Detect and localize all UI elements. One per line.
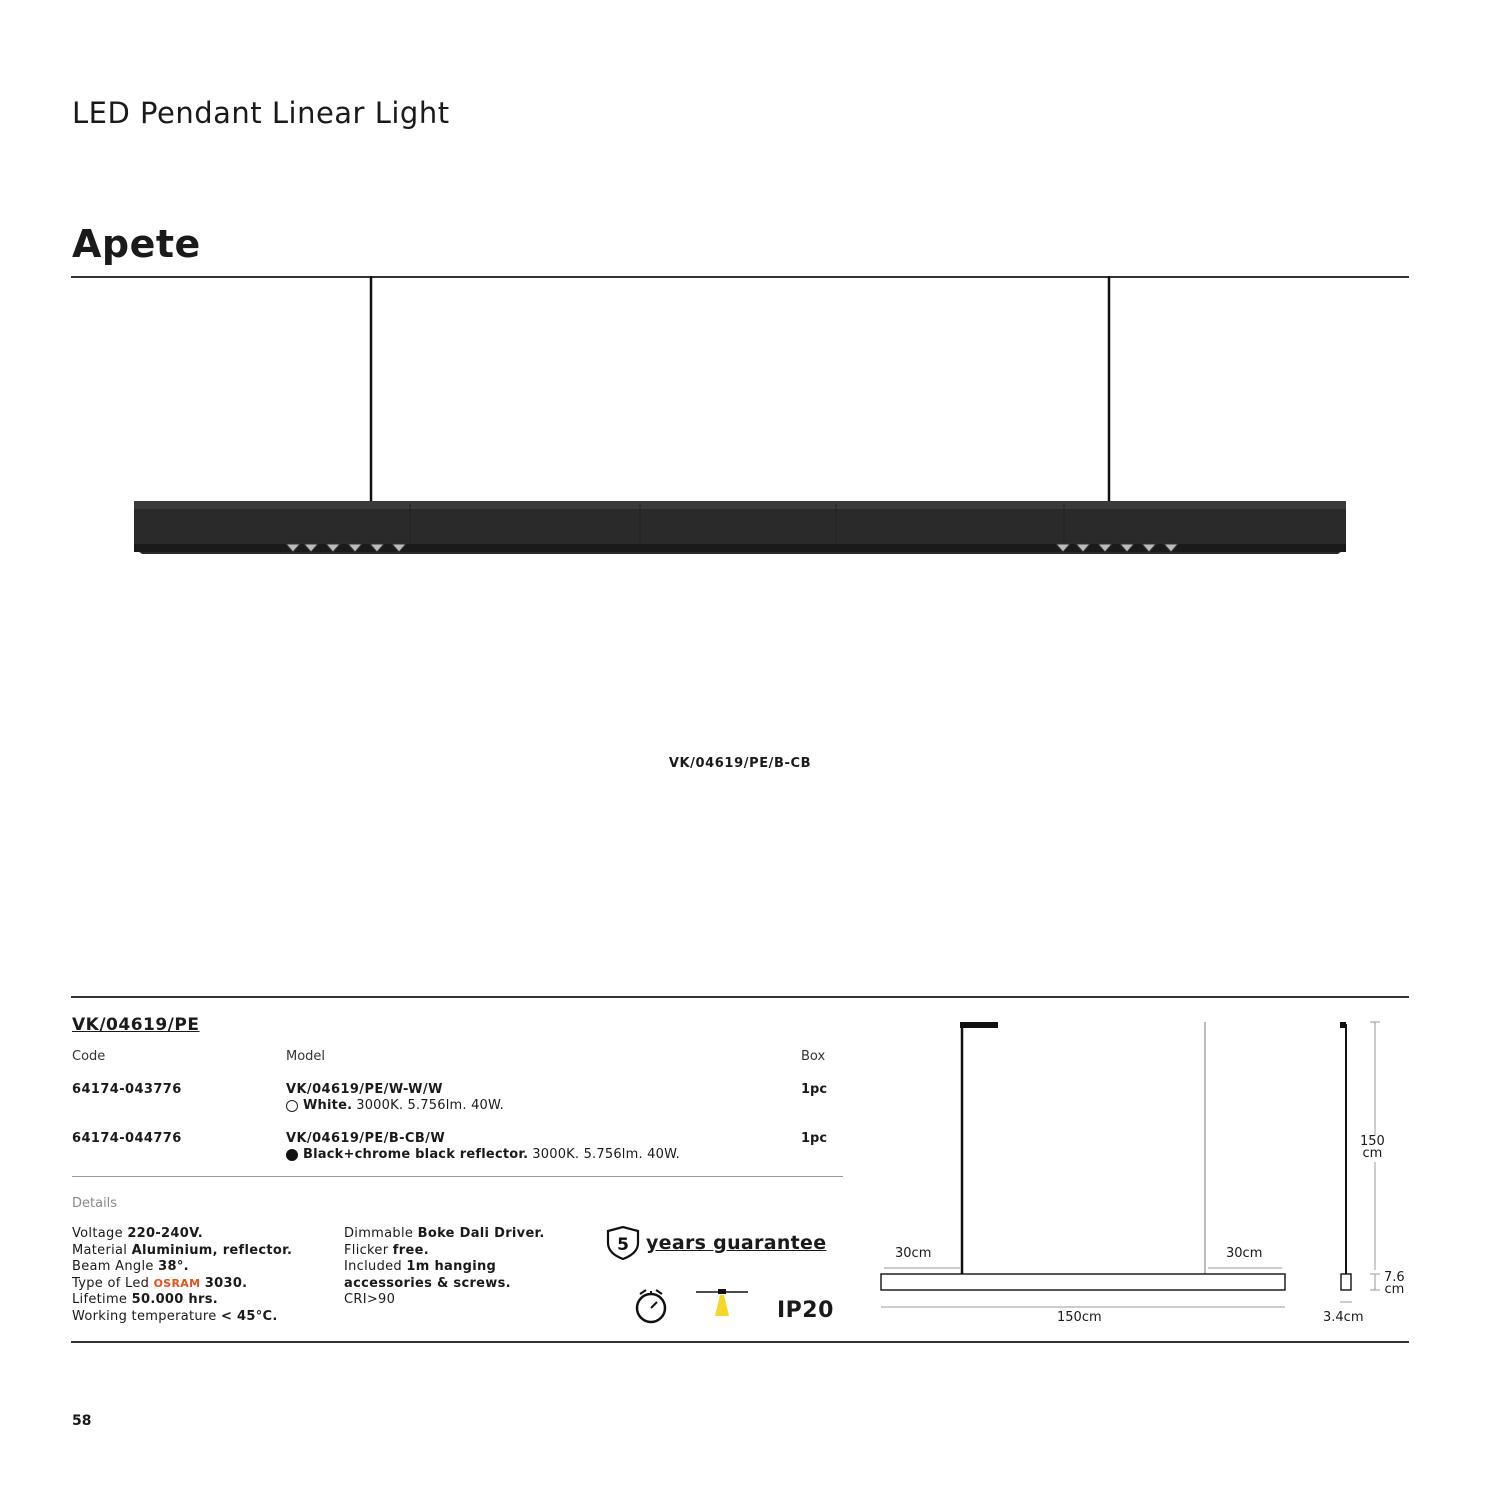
detail-beam-angle: Beam Angle 38°. xyxy=(72,1259,189,1274)
section-divider xyxy=(71,996,1409,998)
guarantee-text: years guarantee xyxy=(646,1232,827,1254)
ip-rating: IP20 xyxy=(777,1298,834,1323)
row-spec: 3000K. 5.756lm. 40W. xyxy=(356,1098,504,1113)
detail-cri: CRI>90 xyxy=(344,1292,396,1307)
row-code: 64174-044776 xyxy=(72,1131,182,1146)
row-description xyxy=(286,1098,504,1113)
shield-icon xyxy=(604,1226,642,1260)
dimension-height: 7.6 cm xyxy=(1384,1270,1405,1297)
row-box: 1pc xyxy=(801,1131,828,1146)
detail-flicker: Flicker free. xyxy=(344,1242,429,1258)
bottom-divider xyxy=(71,1341,1409,1343)
row-box: 1pc xyxy=(801,1082,828,1097)
column-header-code: Code xyxy=(72,1049,106,1064)
row-code: 64174-043776 xyxy=(72,1082,182,1097)
light-beam-icon xyxy=(694,1286,750,1322)
details-column-2 xyxy=(344,1226,545,1309)
detail-accessories: accessories & screws. xyxy=(344,1275,511,1291)
image-caption: VK/04619/PE/B-CB xyxy=(668,756,812,771)
dimension-length: 150cm xyxy=(1057,1310,1102,1325)
product-name: Apete xyxy=(72,222,201,266)
osram-logo: OSRAM xyxy=(153,1276,201,1290)
detail-lifetime: Lifetime 50.000 hrs. xyxy=(72,1292,218,1307)
family-code: VK/04619/PE xyxy=(72,1015,200,1035)
guarantee-years: 5 xyxy=(617,1235,629,1255)
dimension-offset-left: 30cm xyxy=(895,1246,932,1261)
product-image xyxy=(120,276,1360,576)
details-label: Details xyxy=(72,1196,118,1211)
row-description xyxy=(286,1147,680,1162)
timer-icon xyxy=(632,1288,670,1324)
dimension-width: 3.4cm xyxy=(1323,1310,1364,1325)
detail-included: Included 1m hanging xyxy=(344,1259,497,1274)
detail-material: Material Aluminium, reflector. xyxy=(72,1242,293,1258)
row-model: VK/04619/PE/B-CB/W xyxy=(286,1131,446,1146)
row-finish: Black+chrome black reflector. xyxy=(303,1147,529,1162)
detail-led-type: Type of Led OSRAM 3030. xyxy=(72,1275,248,1291)
black-dot-icon xyxy=(286,1149,298,1161)
row-spec: 3000K. 5.756lm. 40W. xyxy=(532,1147,680,1162)
page-number: 58 xyxy=(72,1413,92,1429)
table-divider xyxy=(72,1176,843,1177)
dimension-cable-length: 150 cm xyxy=(1360,1134,1385,1161)
row-finish: White. xyxy=(303,1098,353,1113)
guarantee-badge xyxy=(604,1226,826,1260)
row-model: VK/04619/PE/W-W/W xyxy=(286,1082,443,1097)
white-dot-icon xyxy=(286,1100,298,1112)
dimension-diagram xyxy=(860,1012,1420,1332)
detail-dimmable: Dimmable Boke Dali Driver. xyxy=(344,1226,545,1241)
column-header-box: Box xyxy=(801,1049,826,1064)
details-column-1 xyxy=(72,1226,292,1325)
detail-working-temperature: Working temperature < 45°C. xyxy=(72,1308,278,1324)
detail-voltage: Voltage 220-240V. xyxy=(72,1226,204,1241)
column-header-model: Model xyxy=(286,1049,326,1064)
category-title: LED Pendant Linear Light xyxy=(72,96,450,130)
dimension-offset-right: 30cm xyxy=(1226,1246,1263,1261)
